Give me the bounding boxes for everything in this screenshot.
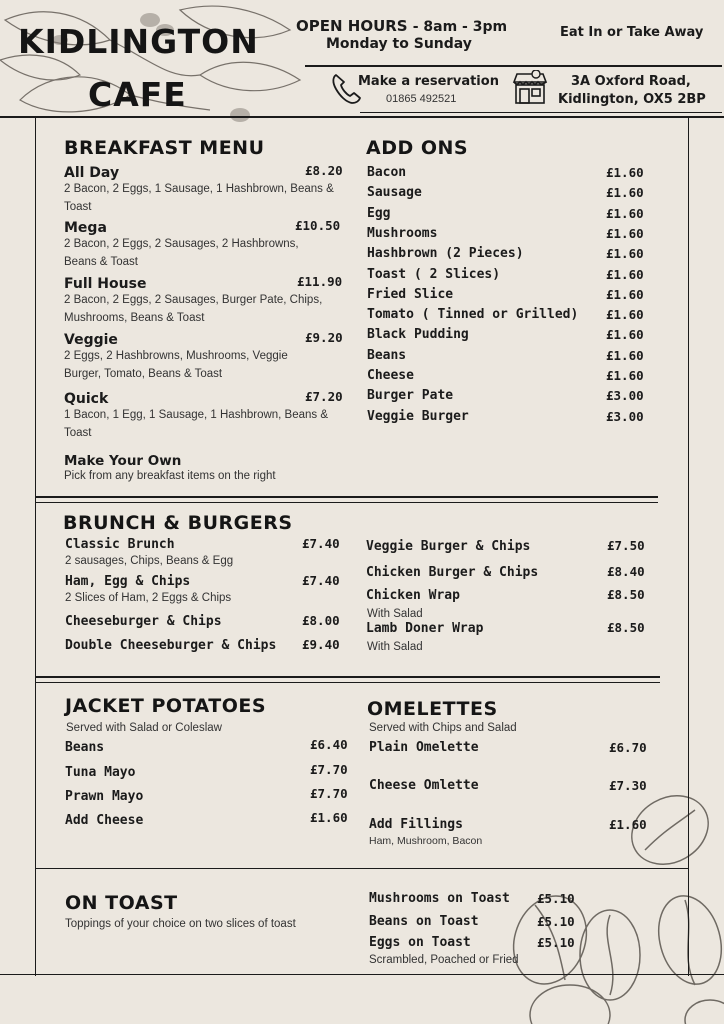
addon-item-name: Black Pudding [367, 327, 469, 343]
omelette-item-name: Plain Omelette [369, 740, 479, 755]
toast-item-name: Mushrooms on Toast [369, 891, 510, 906]
omelettes-subtitle: Served with Chips and Salad [369, 722, 517, 734]
brunch-item-name: Ham, Egg & Chips [65, 574, 191, 589]
service-type: Eat In or Take Away [560, 25, 704, 40]
breakfast-item-desc: 2 Bacon, 2 Eggs, 1 Sausage, 1 Hashbrown, Beans & [64, 183, 334, 195]
toast-item-price: £5.10 [537, 891, 575, 906]
addon-item-price: £1.60 [606, 327, 644, 343]
open-hours-time: - 8am - 3pm [412, 19, 508, 35]
brunch-item-desc: With Salad [367, 608, 423, 620]
breakfast-item-desc: Beans & Toast [64, 256, 138, 268]
jacket-heading: JACKET POTATOES [65, 695, 267, 717]
toast-item-name: Beans on Toast [369, 914, 479, 929]
header-divider-top [305, 65, 722, 67]
toast-item-price: £5.10 [537, 914, 575, 929]
jacket-item-name: Prawn Mayo [65, 789, 144, 804]
shop-icon [511, 70, 549, 106]
breakfast-item-desc: 2 Bacon, 2 Eggs, 2 Sausages, Burger Pate, Chips, [64, 294, 323, 306]
make-your-own-title: Make Your Own [64, 453, 182, 469]
addon-item-price: £1.60 [606, 165, 644, 180]
brunch-item-desc: 2 Slices of Ham, 2 Eggs & Chips [65, 592, 232, 604]
addon-item-name: Hashbrown (2 Pieces) [367, 246, 524, 262]
brunch-item-name: Chicken Wrap [366, 588, 460, 603]
address-line2: Kidlington, OX5 2BP [558, 92, 706, 107]
divider-2 [36, 676, 660, 678]
breakfast-item-desc: 2 Bacon, 2 Eggs, 2 Sausages, 2 Hashbrowns, [64, 238, 299, 250]
divider-1b [36, 502, 658, 503]
frame-right [688, 118, 689, 976]
breakfast-item-price: £8.20 [305, 163, 343, 178]
header-divider-bottom-2 [360, 112, 722, 113]
addon-item-name: Veggie Burger [367, 408, 469, 424]
addon-item-name: Beans [367, 347, 407, 363]
divider-2b [36, 682, 660, 683]
addon-item-price: £1.60 [606, 205, 644, 221]
brunch-item-price: £8.50 [607, 620, 645, 635]
breakfast-item-name: Quick [64, 391, 109, 407]
divider-1 [36, 496, 658, 498]
brunch-item-desc: 2 sausages, Chips, Beans & Egg [65, 555, 234, 567]
toast-heading: ON TOAST [65, 892, 178, 914]
breakfast-item-price: £11.90 [297, 274, 343, 289]
addon-item-name: Sausage [367, 185, 422, 201]
breakfast-item-desc: Mushrooms, Beans & Toast [64, 312, 205, 324]
addon-item-price: £1.60 [606, 266, 644, 282]
omelette-item-price: £6.70 [609, 740, 647, 755]
brunch-item-name: Chicken Burger & Chips [366, 565, 539, 580]
addon-item-name: Burger Pate [367, 388, 454, 404]
addon-item-price: £1.60 [606, 347, 644, 363]
jacket-item-name: Add Cheese [65, 813, 144, 828]
addon-item-price: £1.60 [606, 286, 644, 302]
brunch-item-price: £9.40 [302, 637, 340, 652]
addon-item-name: Fried Slice [367, 286, 454, 302]
addon-item-price: £1.60 [606, 185, 644, 201]
addon-item-name: Bacon [367, 165, 407, 180]
toast-subtitle: Toppings of your choice on two slices of toast [65, 918, 296, 930]
omelette-item-price: £1.60 [609, 817, 647, 832]
addon-item-name: Toast ( 2 Slices) [367, 266, 501, 282]
omelette-item-name: Add Fillings [369, 817, 463, 832]
brunch-item-price: £7.40 [302, 536, 340, 551]
cafe-title-line1: KIDLINGTON [18, 22, 259, 61]
toast-item-price: £5.10 [537, 935, 575, 950]
frame-left [35, 118, 36, 976]
jacket-subtitle: Served with Salad or Coleslaw [66, 722, 222, 734]
open-hours [296, 16, 507, 35]
addons-heading: ADD ONS [366, 137, 469, 159]
make-your-own-desc: Pick from any breakfast items on the right [64, 470, 276, 482]
divider-bottom [0, 974, 724, 975]
open-hours-label: OPEN HOURS [296, 17, 408, 35]
breakfast-item-price: £9.20 [305, 330, 343, 345]
brunch-item-name: Classic Brunch [65, 537, 175, 552]
breakfast-item-desc: 2 Eggs, 2 Hashbrowns, Mushrooms, Veggie [64, 350, 288, 362]
addon-item-price: £1.60 [606, 307, 644, 323]
breakfast-item-name: Full House [64, 276, 147, 292]
reservation-label: Make a reservation [358, 74, 499, 89]
jacket-item-name: Beans [65, 740, 105, 755]
toast-item-desc: Scrambled, Poached or Fried [369, 954, 519, 966]
brunch-item-price: £7.40 [302, 573, 340, 588]
breakfast-item-desc: Toast [64, 201, 92, 213]
brunch-item-price: £8.40 [607, 564, 645, 579]
omelette-item-price: £7.30 [609, 778, 647, 793]
brunch-item-name: Veggie Burger & Chips [366, 539, 531, 554]
header-divider-bottom [0, 116, 724, 118]
brunch-item-price: £8.50 [607, 587, 645, 602]
jacket-item-name: Tuna Mayo [65, 765, 136, 780]
breakfast-item-desc: 1 Bacon, 1 Egg, 1 Sausage, 1 Hashbrown, Beans & [64, 409, 329, 421]
brunch-item-name: Cheeseburger & Chips [65, 614, 222, 629]
addon-item-name: Egg [367, 205, 391, 221]
addon-item-name: Cheese [367, 368, 414, 383]
brunch-item-desc: With Salad [367, 641, 423, 653]
omelettes-heading: OMELETTES [367, 698, 498, 720]
breakfast-item-desc: Burger, Tomato, Beans & Toast [64, 368, 223, 380]
brunch-item-name: Double Cheeseburger & Chips [65, 638, 277, 653]
breakfast-item-name: Veggie [64, 332, 118, 348]
jacket-item-price: £7.70 [310, 762, 348, 777]
cafe-title-line2: CAFE [88, 75, 187, 114]
addon-item-name: Tomato ( Tinned or Grilled) [367, 307, 579, 323]
jacket-item-price: £1.60 [310, 810, 348, 825]
breakfast-heading: BREAKFAST MENU [64, 137, 265, 159]
brunch-item-name: Lamb Doner Wrap [366, 621, 484, 636]
addon-item-name: Mushrooms [367, 225, 438, 241]
phone-number[interactable]: 01865 492521 [386, 93, 457, 105]
omelette-item-name: Cheese Omlette [369, 778, 479, 793]
jacket-item-price: £6.40 [310, 737, 348, 752]
brunch-item-price: £8.00 [302, 613, 340, 628]
breakfast-item-price: £10.50 [295, 218, 341, 233]
brunch-heading: BRUNCH & BURGERS [63, 512, 293, 534]
open-days: Monday to Sunday [326, 36, 472, 52]
address-line1: 3A Oxford Road, [571, 74, 691, 89]
toast-item-name: Eggs on Toast [369, 935, 471, 950]
addon-item-price: £1.60 [606, 225, 644, 241]
brunch-item-price: £7.50 [607, 538, 645, 553]
divider-3 [36, 868, 688, 869]
breakfast-item-price: £7.20 [305, 389, 343, 404]
addon-item-price: £1.60 [606, 368, 644, 383]
omelette-item-desc: Ham, Mushroom, Bacon [369, 835, 483, 847]
addon-item-price: £3.00 [606, 388, 644, 404]
breakfast-item-desc: Toast [64, 427, 92, 439]
breakfast-item-name: All Day [64, 165, 120, 181]
addon-item-price: £3.00 [606, 408, 644, 424]
addon-item-price: £1.60 [606, 246, 644, 262]
jacket-item-price: £7.70 [310, 786, 348, 801]
breakfast-item-name: Mega [64, 220, 107, 236]
